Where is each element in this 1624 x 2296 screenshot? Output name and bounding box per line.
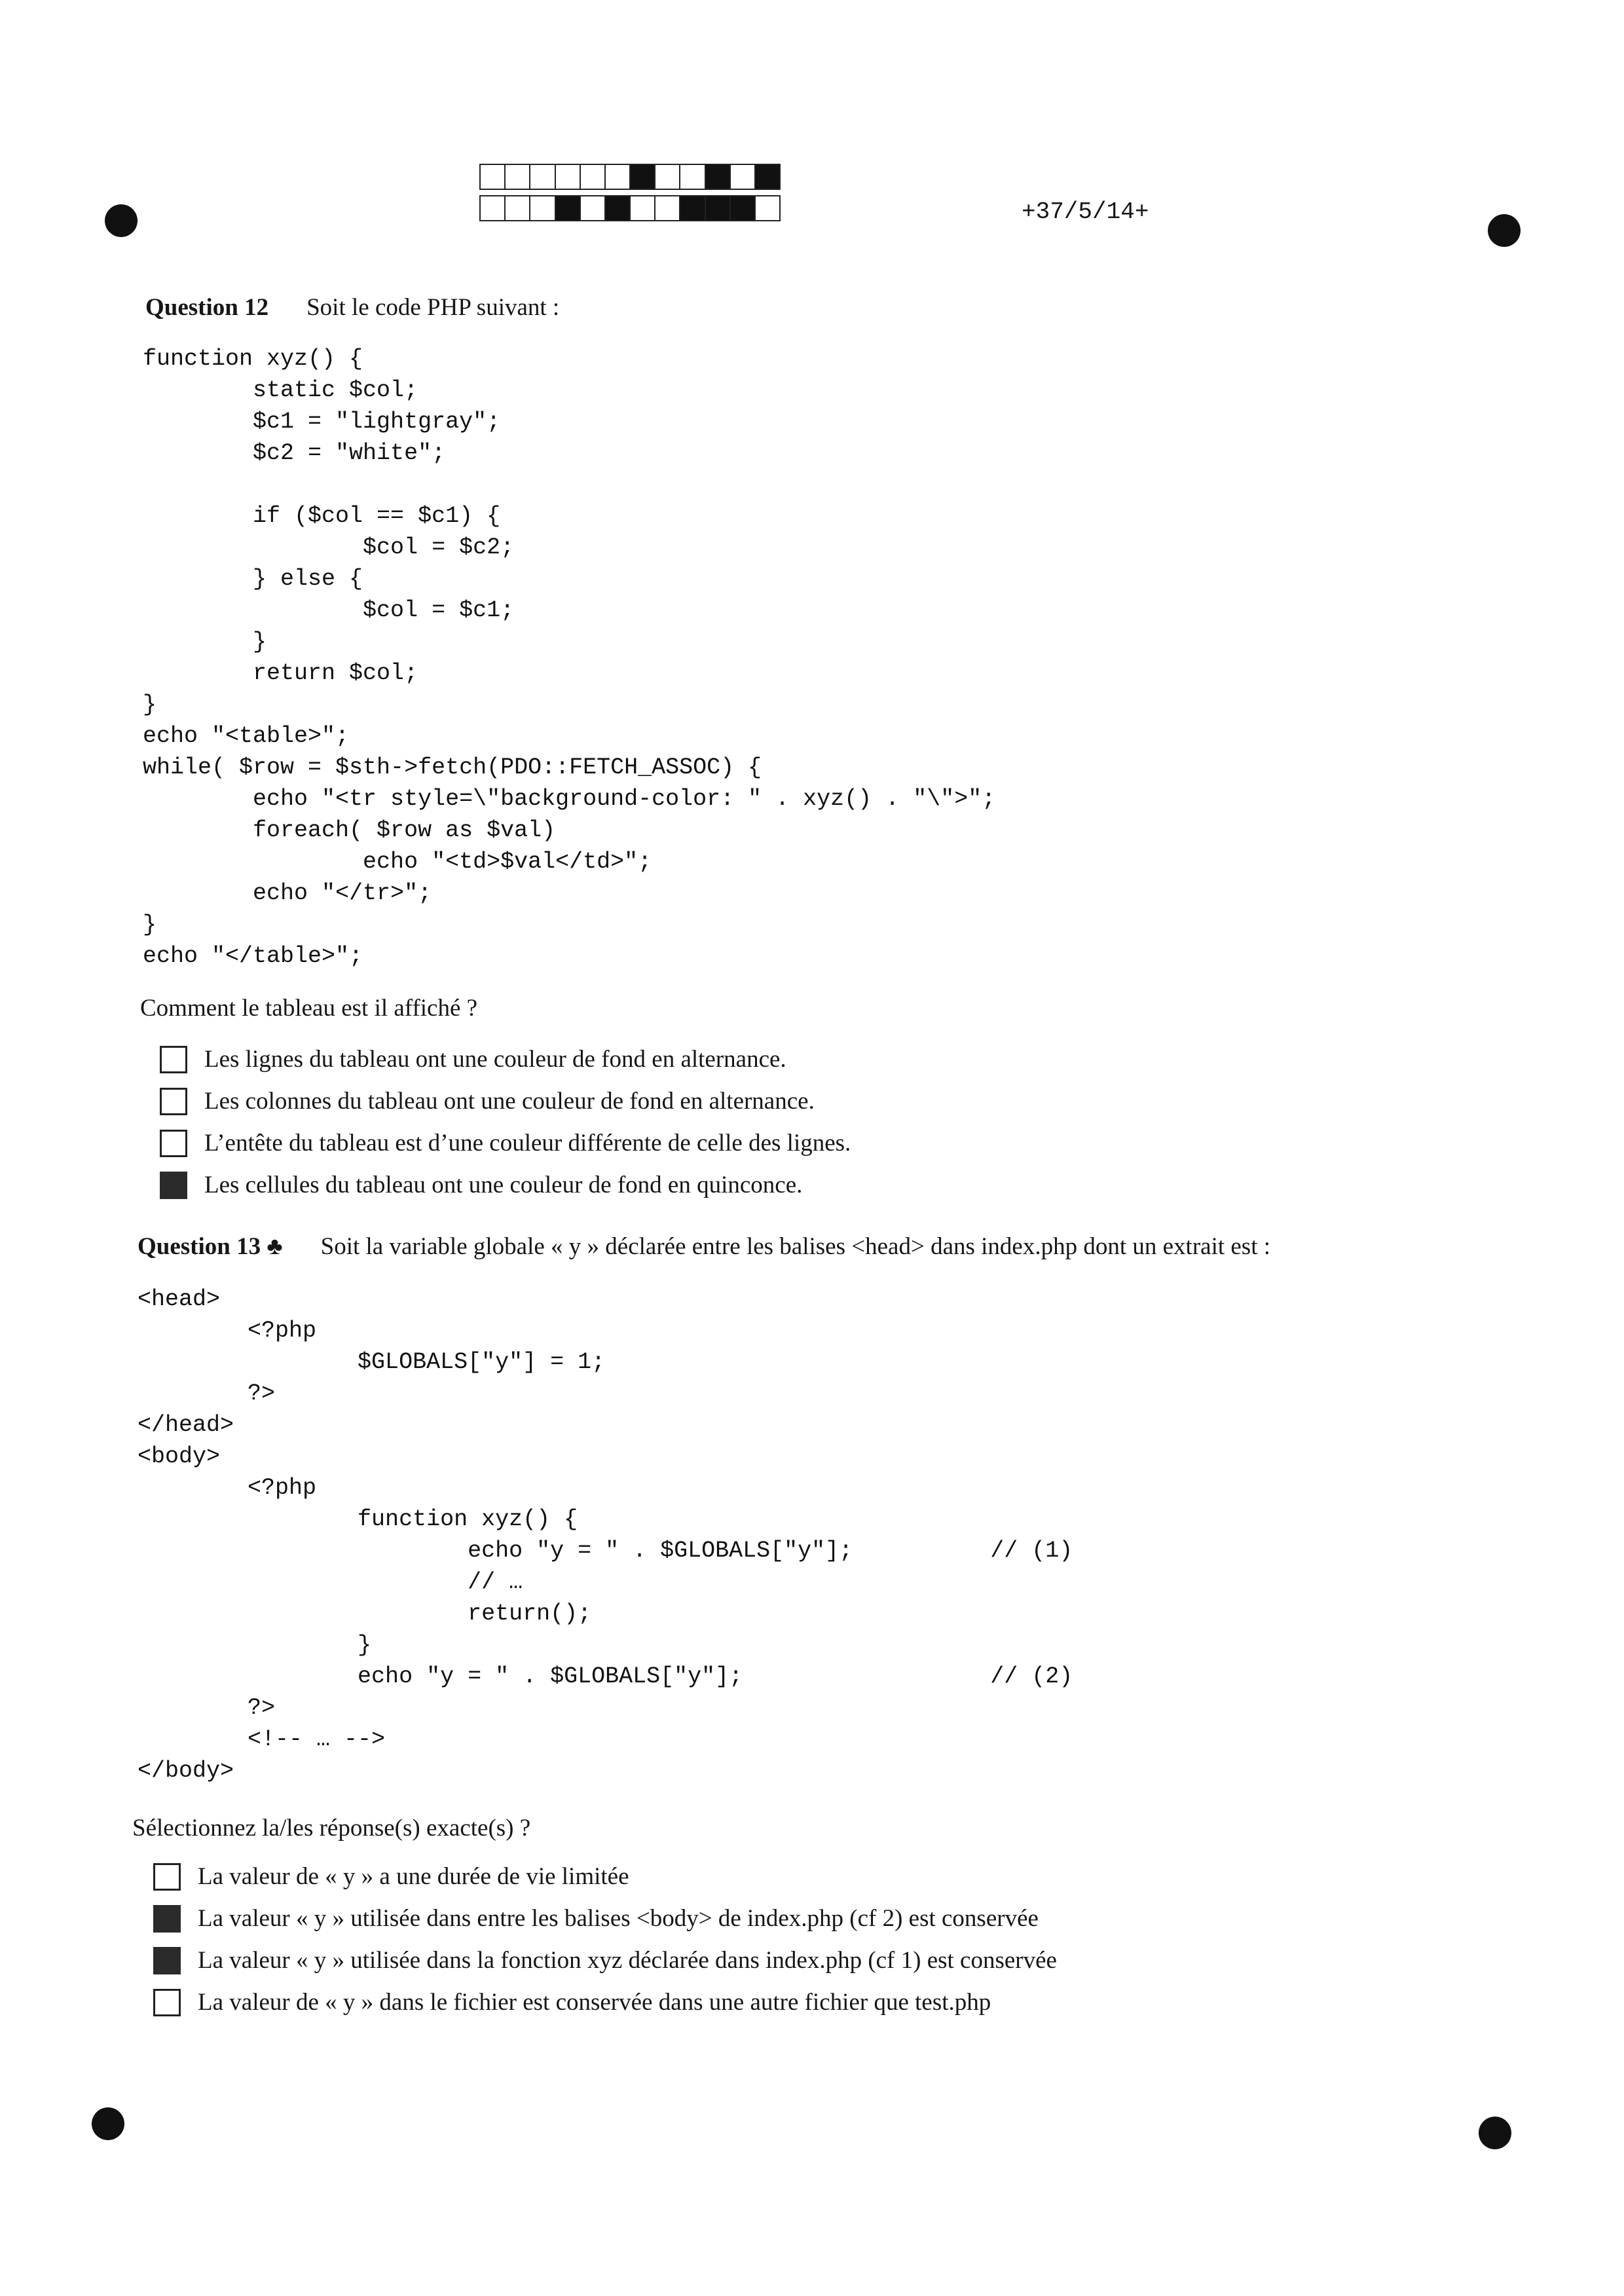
barcode-cell — [729, 195, 756, 221]
barcode-cell — [654, 164, 680, 190]
question-13-label: Question 13 ♣ — [138, 1233, 283, 1260]
barcode-cell — [555, 195, 581, 221]
q12-option-2[interactable] — [160, 1087, 815, 1115]
q13-option-1-checkbox[interactable] — [153, 1863, 181, 1891]
question-12-question: Comment le tableau est il affiché ? — [140, 995, 478, 1022]
q13-option-1-label: La valeur de « y » a une durée de vie limitée — [198, 1863, 629, 1890]
q13-option-4[interactable] — [153, 1988, 991, 2016]
q12-option-3-label: L’entête du tableau est d’une couleur différente de celle des lignes. — [204, 1130, 851, 1157]
question-13-prompt: Soit la variable globale « y » déclarée entre les balises <head> dans index.php dont un extrait est : — [320, 1233, 1271, 1260]
q13-option-3[interactable] — [153, 1946, 1057, 1974]
q13-option-2[interactable] — [153, 1904, 1039, 1933]
barcode-cell — [504, 164, 530, 190]
registration-mark-top-left — [105, 204, 138, 237]
registration-mark-top-right — [1488, 214, 1521, 247]
barcode-cell — [555, 164, 581, 190]
q12-option-3-checkbox[interactable] — [160, 1130, 187, 1157]
barcode-cell — [654, 195, 680, 221]
barcode-cell — [580, 164, 606, 190]
q12-option-2-checkbox[interactable] — [160, 1088, 187, 1115]
page-id: +37/5/14+ — [1022, 198, 1149, 225]
barcode-cell — [629, 164, 655, 190]
q12-option-1-checkbox[interactable] — [160, 1046, 187, 1073]
registration-mark-bottom-left — [92, 2107, 124, 2140]
question-12-code: function xyz() { static $col; $c1 = "lightgray"; $c2 = "white"; if ($col == $c1) { $col = $c2; } else { $col = $c1; } return $col; } echo "<table>"; while( $row = $sth->fetch(PDO::FETCH_ASSOC) { echo "<tr style=\"background-color: " . xyz() . "\">"; foreach( $row as $val) echo "<td>$val</td>"; echo "</tr>"; } echo "</table>"; — [143, 346, 996, 969]
barcode-cell — [705, 164, 731, 190]
q12-option-2-label: Les colonnes du tableau ont une couleur de fond en alternance. — [204, 1088, 815, 1115]
barcode-row-2 — [479, 195, 779, 221]
barcode-cell — [529, 164, 555, 190]
q13-option-1[interactable] — [153, 1862, 629, 1891]
q13-option-4-label: La valeur de « y » dans le fichier est conservée dans une autre fichier que test.php — [198, 1989, 991, 2016]
barcode-cell — [754, 164, 781, 190]
barcode-cell — [580, 195, 606, 221]
registration-mark-bottom-right — [1479, 2117, 1511, 2149]
q12-option-1-label: Les lignes du tableau ont une couleur de fond en alternance. — [204, 1046, 786, 1073]
q13-option-2-label: La valeur « y » utilisée dans entre les balises <body> de index.php (cf 2) est conservée — [198, 1905, 1039, 1932]
barcode-cell — [729, 164, 756, 190]
barcode-cell — [679, 195, 705, 221]
question-13-question: Sélectionnez la/les réponse(s) exacte(s) ? — [132, 1815, 531, 1842]
q12-option-4[interactable] — [160, 1171, 802, 1199]
barcode-cell — [705, 195, 731, 221]
q12-option-4-label: Les cellules du tableau ont une couleur de fond en quinconce. — [204, 1172, 803, 1198]
q12-option-3[interactable] — [160, 1129, 851, 1157]
barcode-cell — [604, 164, 631, 190]
barcode-row-1 — [479, 164, 779, 190]
q13-option-4-checkbox[interactable] — [153, 1989, 181, 2016]
q13-option-3-checkbox[interactable] — [153, 1947, 181, 1974]
barcode-cell — [679, 164, 705, 190]
question-13-code: <head> <?php $GLOBALS["y"] = 1; ?> </head> <body> <?php function xyz() { echo "y = " . $GLOBALS["y"]; // (1) // … return(); } echo "y = " . $GLOBALS["y"]; // (2) ?> <!-- … --> </body> — [138, 1286, 1073, 1784]
barcode-cell — [504, 195, 530, 221]
q12-option-4-checkbox[interactable] — [160, 1172, 187, 1199]
question-13-header — [138, 1232, 1270, 1261]
barcode-cell — [529, 195, 555, 221]
barcode-cell — [754, 195, 781, 221]
barcode-cell — [629, 195, 655, 221]
q13-option-3-label: La valeur « y » utilisée dans la fonction xyz déclarée dans index.php (cf 1) est conservée — [198, 1947, 1057, 1974]
barcode-cell — [604, 195, 631, 221]
barcode-cell — [479, 195, 506, 221]
q12-option-1[interactable] — [160, 1045, 786, 1073]
q13-option-2-checkbox[interactable] — [153, 1905, 181, 1933]
question-12-label: Question 12 — [145, 294, 269, 321]
barcode-cell — [479, 164, 506, 190]
question-12-header — [145, 293, 559, 322]
question-12-prompt: Soit le code PHP suivant : — [306, 294, 560, 321]
